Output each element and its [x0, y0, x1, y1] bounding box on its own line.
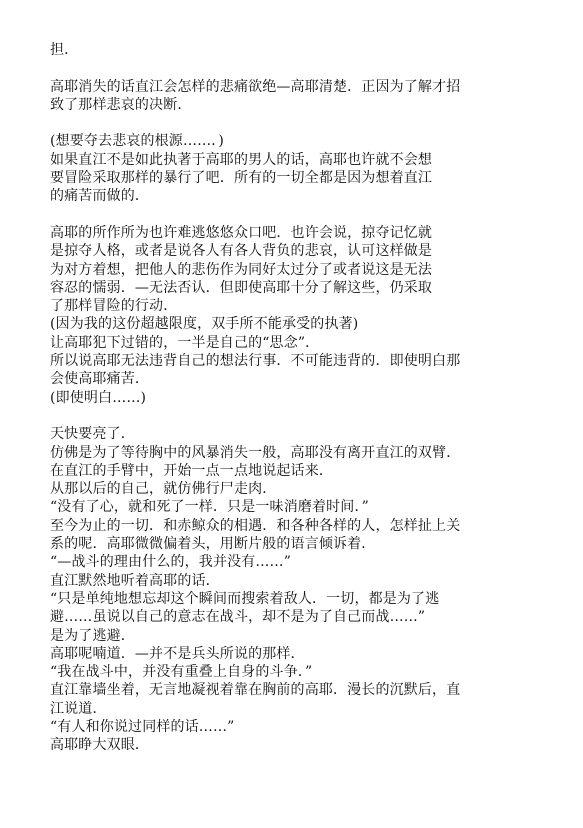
- text-line: “没有了心，就和死了一样．只是一味消磨着时间．”: [50, 499, 369, 516]
- text-line: 直江默然地听着高耶的话．: [50, 572, 220, 589]
- text-line: 如果直江不是如此执著于高耶的男人的话，高耶也许就不会想: [50, 151, 433, 168]
- text-line: 让高耶犯下过错的，一半是自己的“思念”．: [50, 334, 320, 351]
- paragraph-gap: [50, 407, 530, 425]
- text-line: “我在战斗中，并没有重叠上自身的斗争．”: [50, 664, 313, 681]
- text-line: 高耶的所作所为也许难逃悠悠众口吧．也许会说，掠夺记忆就: [50, 224, 433, 241]
- text-line: 天快要亮了．: [50, 426, 135, 443]
- paragraph: [50, 132, 530, 205]
- text-line: 避……虽说以自己的意志在战斗，却不是为了自己而战……”: [50, 609, 426, 626]
- text-line: 在直江的手臂中，开始一点一点地说起话来．: [50, 462, 333, 479]
- text-line: 要冒险采取那样的暴行了吧．所有的一切全都是因为想着直江: [50, 170, 433, 187]
- paragraph: [50, 425, 530, 754]
- paragraph-gap: [50, 206, 530, 224]
- text-line: 担．: [50, 42, 79, 58]
- text-line: 高耶呢喃道．—并不是兵头所说的那样．: [50, 645, 305, 662]
- paragraph-gap: [50, 114, 530, 132]
- text-line: 所以说高耶无法违背自己的想法行事．不可能违背的．即使明白那: [50, 353, 461, 370]
- text-line: (因为我的这份超越限度，双手所不能承受的执著): [50, 316, 359, 333]
- text-line: (即使明白……): [50, 389, 147, 406]
- text-line: 为对方着想，把他人的悲伤作为同好太过分了或者说这是无法: [50, 261, 433, 278]
- paragraph-gap: [50, 59, 530, 77]
- text-line: 江说道．: [50, 700, 107, 717]
- text-line: 致了那样悲哀的决断．: [50, 96, 192, 113]
- text-line: 是掠夺人格，或者是说各人有各人背负的悲哀，认可这样做是: [50, 243, 433, 260]
- text-line: 容忍的懦弱．—无法否认．但即使高耶十分了解这些，仍采取: [50, 279, 433, 296]
- text-line: 系的呢．高耶微微偏着头，用断片般的语言倾诉着．: [50, 536, 376, 553]
- text-line: “只是单纯地想忘却这个瞬间而搜索着敌人．一切，都是为了逃: [50, 590, 440, 607]
- paragraph: [50, 41, 530, 59]
- text-line: 至今为止的一切．和赤鲸众的相遇．和各种各样的人，怎样扯上关: [50, 517, 461, 534]
- text-line: 仿佛是为了等待胸中的风暴消失一般，高耶没有离开直江的双臂．: [50, 444, 461, 461]
- text-line: “—战斗的理由什么的，我并没有……”: [50, 554, 292, 571]
- text-line: 是为了逃避．: [50, 627, 135, 644]
- text-line: 直江靠墙坐着，无言地凝视着靠在胸前的高耶．漫长的沉默后，直: [50, 682, 461, 699]
- text-line: 了那样冒险的行动．: [50, 298, 178, 315]
- text-line: “有人和你说过同样的话……”: [50, 718, 235, 735]
- paragraph: [50, 224, 530, 407]
- text-line: 高耶消失的话直江会怎样的悲痛欲绝—高耶清楚．正因为了解才招: [50, 78, 461, 95]
- document-page: [50, 41, 530, 755]
- text-line: (想要夺去悲哀的根源……．): [50, 133, 225, 150]
- text-line: 会使高耶痛苦．: [50, 371, 150, 388]
- text-line: 的痛苦而做的．: [50, 188, 150, 205]
- text-line: 从那以后的自己，就仿佛行尸走肉．: [50, 481, 277, 498]
- paragraph: [50, 78, 530, 115]
- text-line: 高耶睁大双眼．: [50, 737, 150, 754]
